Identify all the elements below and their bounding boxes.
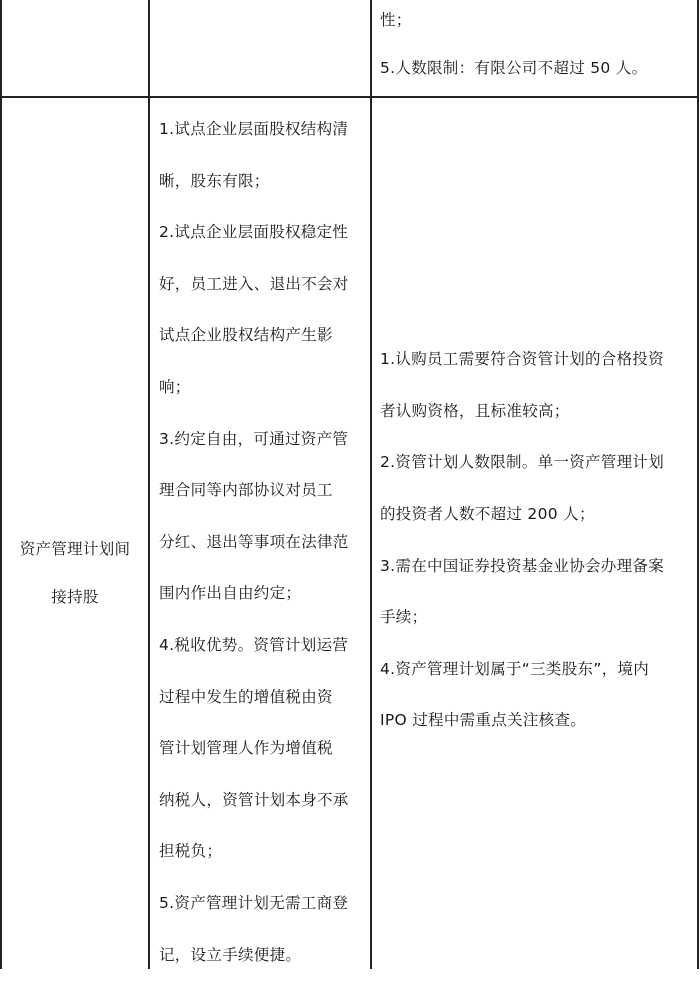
- text-line: 4.资产管理计划属于“三类股东”，境内: [380, 644, 698, 696]
- text-line: 1.试点企业层面股权结构清: [159, 104, 370, 156]
- text-line: 5.人数限制：有限公司不超过 50 人。: [380, 44, 698, 92]
- disadvantages-cell: [372, 98, 698, 969]
- text-line: 担税负；: [159, 826, 370, 878]
- text-line: 过程中发生的增值税由资: [159, 672, 370, 724]
- text-line: 4.税收优势。资管计划运营: [159, 620, 370, 672]
- text-line: 纳税人，资管计划本身不承: [159, 775, 370, 827]
- advantages-cell: [150, 98, 370, 981]
- text-line: 分红、退出等事项在法律范: [159, 517, 370, 569]
- text-line: 好，员工进入、退出不会对: [159, 259, 370, 311]
- text-line: 围内作出自由约定；: [159, 568, 370, 620]
- text-line: 晰，股东有限；: [159, 156, 370, 208]
- text-line: 1.认购员工需要符合资管计划的合格投资: [380, 334, 698, 386]
- row-title: [20, 525, 131, 621]
- text-line: 管计划管理人作为增值税: [159, 723, 370, 775]
- text-line: 2.试点企业层面股权稳定性: [159, 207, 370, 259]
- text-line: 2.资管计划人数限制。单一资产管理计划: [380, 437, 698, 489]
- text-line: 者认购资格，且标准较高；: [380, 386, 698, 438]
- text-line: 性；: [380, 0, 698, 44]
- text-line: 手续；: [380, 592, 698, 644]
- text-line: 记，设立手续便捷。: [159, 930, 370, 981]
- row-title-line: 资产管理计划间: [20, 525, 131, 573]
- text-line: 理合同等内部协议对员工: [159, 465, 370, 517]
- row-title-line: 接持股: [20, 573, 131, 621]
- text-line: 3.约定自由，可通过资产管: [159, 414, 370, 466]
- text-line: 试点企业股权结构产生影: [159, 310, 370, 362]
- text-line: 的投资者人数不超过 200 人；: [380, 489, 698, 541]
- row-title-cell: [2, 98, 148, 969]
- text-line: 响；: [159, 362, 370, 414]
- text-line: 5.资产管理计划无需工商登: [159, 878, 370, 930]
- disadvantages-list: [380, 334, 698, 747]
- text-line: IPO 过程中需重点关注核查。: [380, 695, 698, 747]
- text-line: 3.需在中国证券投资基金业协会办理备案: [380, 541, 698, 593]
- top-row-disadvantages-cell: [372, 0, 698, 92]
